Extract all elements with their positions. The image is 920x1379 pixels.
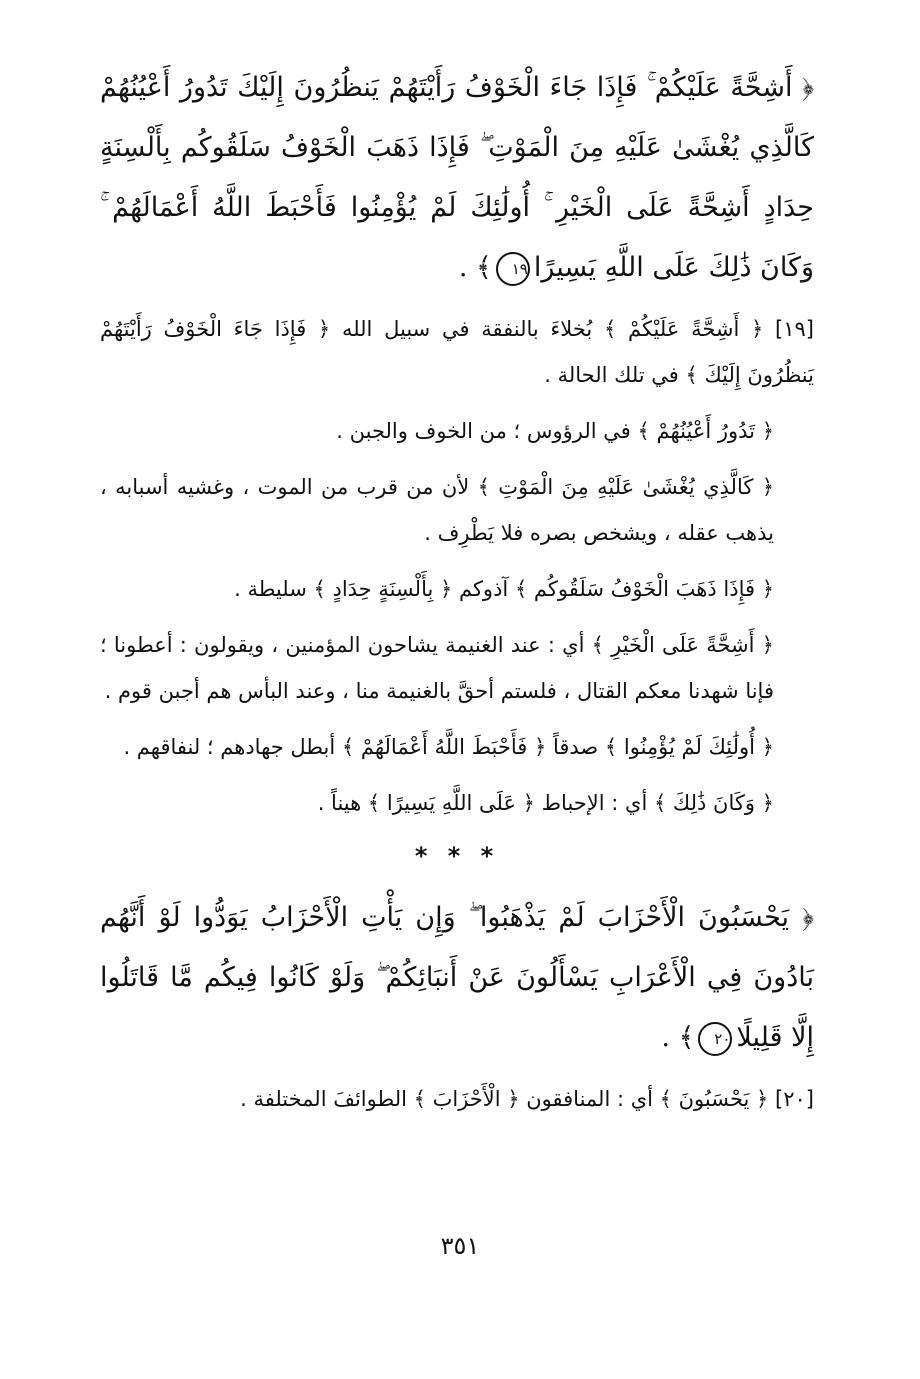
commentary-paragraph: ﴿ أَشِحَّةً عَلَى الْخَيْرِ ﴾ أي : عند الغنيمة يشاحون المؤمنين ، ويقولون : أعطونا ؛ فإنا شهدنا معكم القتال ، فلستم أحقَّ بالغنيمة منا ، وعند البأس هم أجبن قوم .	[100, 633, 774, 703]
commentary-paragraph: [٢٠] ﴿ يَحْسَبُونَ ﴾ أي : المنافقون ﴿ الْأَحْزَابَ ﴾ الطوائفَ المختلفة .	[240, 1087, 814, 1111]
page-number: ٣٥١	[440, 1232, 480, 1260]
ayah-number-marker: ٢٠	[698, 1022, 732, 1056]
commentary-paragraph: ﴿ أُولَٰئِكَ لَمْ يُؤْمِنُوا ﴾ صدقاً ﴿ فَأَحْبَطَ اللَّهُ أَعْمَالَهُمْ ﴾ أبطل جهادهم ؛ لنفاقهم .	[123, 735, 774, 759]
page-content	[100, 58, 814, 1132]
commentary-paragraph: ﴿ وَكَانَ ذَٰلِكَ ﴾ أي : الإحباط ﴿ عَلَى اللَّهِ يَسِيرًا ﴾ هيناً .	[317, 791, 774, 815]
commentary-paragraph: [١٩] ﴿ أَشِحَّةً عَلَيْكُمْ ﴾ بُخلاءَ بالنفقة في سبيل الله ﴿ فَإِذَا جَاءَ الْخَوْفُ رَأَيْتَهُمْ يَنظُرُونَ إِلَيْكَ ﴾ في تلك الحالة .	[100, 317, 814, 387]
verse-closing: ﴾ .	[661, 1022, 695, 1053]
verse-text: ﴿ يَحْسَبُونَ الْأَحْزَابَ لَمْ يَذْهَبُوا ۖ وَإِن يَأْتِ الْأَحْزَابُ يَوَدُّوا لَوْ أَنَّهُم بَادُونَ فِي الْأَعْرَابِ يَسْأَلُونَ عَنْ أَنبَائِكُمْ ۖ وَلَوْ كَانُوا فِيكُم مَّا قَاتَلُوا إِلَّا قَلِيلًا	[100, 902, 814, 1053]
ayah-number-marker: ١٩	[496, 252, 530, 286]
section-separator: * * *	[414, 842, 500, 870]
quran-verse-19	[100, 58, 814, 298]
commentary-paragraph: ﴿ تَدُورُ أَعْيُنُهُمْ ﴾ في الرؤوس ؛ من الخوف والجبن .	[336, 419, 774, 443]
commentary-paragraph: ﴿ فَإِذَا ذَهَبَ الْخَوْفُ سَلَقُوكُم ﴾ آذوكم ﴿ بِأَلْسِنَةٍ حِدَادٍ ﴾ سليطة .	[234, 577, 774, 601]
commentary-paragraph: ﴿ كَالَّذِي يُغْشَىٰ عَلَيْهِ مِنَ الْمَوْتِ ﴾ لأن من قرب من الموت ، وغشيه أسبابه ، يذهب عقله ، ويشخص بصره فلا يَطْرِف .	[100, 475, 774, 545]
quran-verse-20	[100, 888, 814, 1068]
verse-text: ﴿ أَشِحَّةً عَلَيْكُمْ ۚ فَإِذَا جَاءَ الْخَوْفُ رَأَيْتَهُمْ يَنظُرُونَ إِلَيْكَ تَدُورُ أَعْيُنُهُمْ كَالَّذِي يُغْشَىٰ عَلَيْهِ مِنَ الْمَوْتِ ۖ فَإِذَا ذَهَبَ الْخَوْفُ سَلَقُوكُم بِأَلْسِنَةٍ حِدَادٍ أَشِحَّةً عَلَى الْخَيْرِ ۚ أُولَٰئِكَ لَمْ يُؤْمِنُوا فَأَحْبَطَ اللَّهُ أَعْمَالَهُمْ ۚ وَكَانَ ذَٰلِكَ عَلَى اللَّهِ يَسِيرًا	[100, 72, 814, 283]
verse-closing: ﴾ .	[458, 252, 492, 283]
